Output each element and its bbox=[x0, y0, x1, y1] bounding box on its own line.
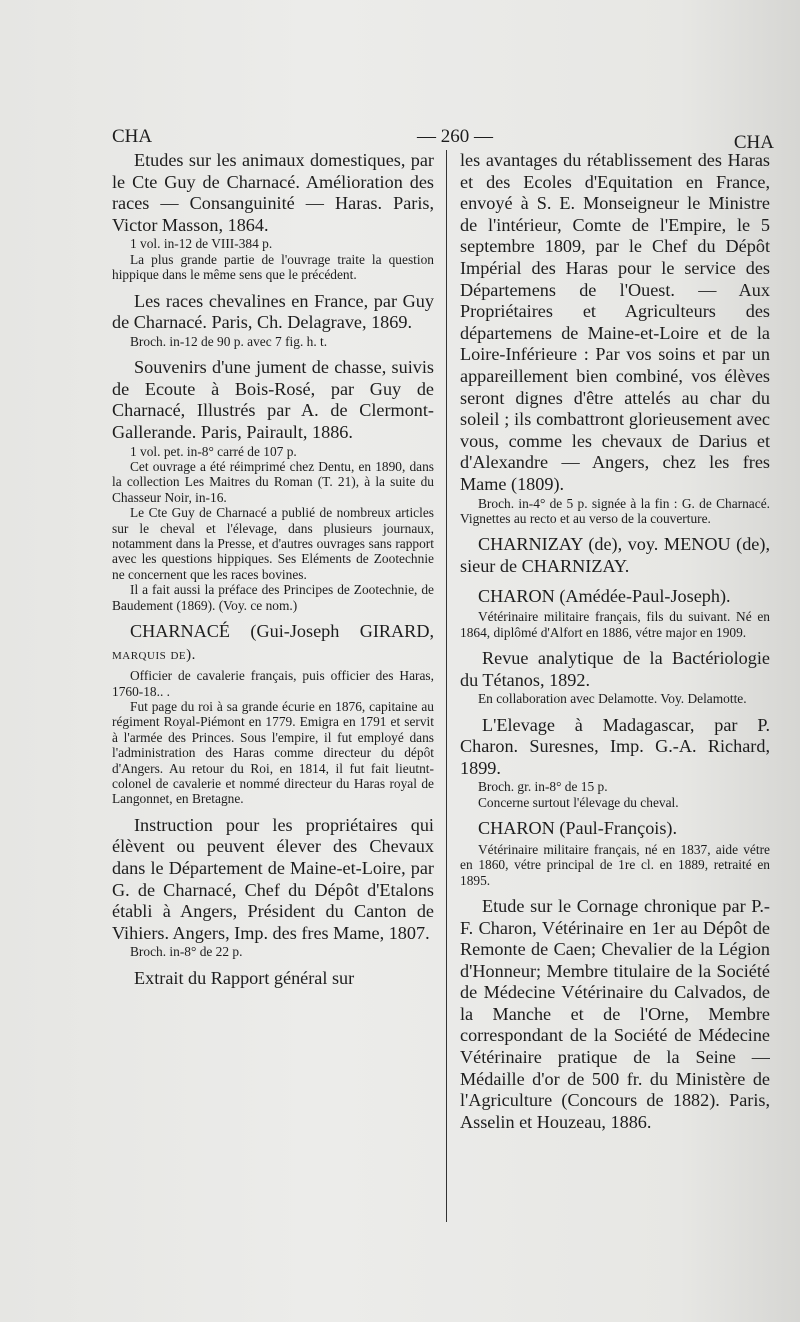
author-name: CHARNACÉ (Gui-Joseph GIRARD, bbox=[130, 621, 434, 642]
entry-note: 1 vol. pet. in-8° carré de 107 p. bbox=[130, 443, 297, 459]
entry-extrait-rapport bbox=[112, 968, 434, 990]
author-bio: Fut page du roi à sa grande écurie en 1876, capitaine au régiment Royal-Piémont en 1779. Emigra en 1791 et servit à l'armée des Princes. Sous l'empire, il fut employé dans l'administration des Haras comme directeur du dépôt d'Angers. Au retour du Roi, en 1814, il fut fait lieutnt-colonel de cavalerie et nommé directeur du Haras royal de Langonnet, en Bretagne. bbox=[112, 699, 434, 807]
author-title: marquis de). bbox=[112, 646, 196, 663]
author-charon-amedee bbox=[460, 586, 770, 640]
entry-note: Concerne surtout l'élevage du cheval. bbox=[478, 794, 679, 810]
author-charnace-marquis bbox=[112, 621, 434, 807]
entry-races-chevalines bbox=[112, 291, 434, 350]
author-bio: Officier de cavalerie français, puis officier des Haras, 1760-18.. . bbox=[112, 668, 434, 699]
header-left-keyword: CHA bbox=[112, 126, 153, 147]
entry-extrait-rapport-cont bbox=[460, 150, 770, 526]
author-heading: CHARNIZAY (de), voy. MENOU (de), sieur de CHARNIZAY. bbox=[460, 534, 770, 576]
author-heading bbox=[112, 621, 434, 666]
entry-note: La plus grande partie de l'ouvrage traite la question hippique dans le même sens que le précédent. bbox=[112, 251, 434, 283]
entry-note: Le Cte Guy de Charnacé a publié de nombreux articles sur le cheval et l'élevage, dans plusieurs journaux, notamment dans la Presse, et d'autres ouvrages sans rapport avec les questions hippiques. Ses Eléments de Zootechnie ne concernent que les races bovines. bbox=[112, 505, 434, 582]
entry-title: Revue analytique de la Bactériologie du Tétanos, 1892. bbox=[460, 647, 770, 690]
entry-title: Souvenirs d'une jument de chasse, suivis de Ecoute à Bois-Rosé, par Guy de Charnacé, Illustrés par A. de Clermont-Gallerande. Paris, Pairault, 1886. bbox=[112, 357, 434, 442]
entry-title: Etude sur le Cornage chronique par P.-F. Charon, Vétérinaire en 1er au Dépôt de Remonte de Caen; Chevalier de la Légion d'Honneur; Membre titulaire de la Société de Médecine Vétérinaire du Calvados, de la Manche et de l'Orne, Membre correspondant de la Société de Médecine Vétérinaire pratique de la Seine — Médaille d'or de 500 fr. du Ministère de l'Agriculture (Concours de 1882). Paris, Asselin et Houzeau, 1886. bbox=[460, 895, 770, 1132]
entry-note: Broch. in-8° de 22 p. bbox=[130, 944, 243, 960]
entry-etudes-animaux bbox=[112, 150, 434, 283]
column-divider bbox=[446, 150, 447, 1222]
author-heading: CHARON (Paul-François). bbox=[478, 818, 678, 839]
left-column bbox=[112, 150, 434, 1226]
entry-title: Les races chevalines en France, par Guy de Charnacé. Paris, Ch. Delagrave, 1869. bbox=[112, 290, 434, 333]
entry-revue-bacteriologie bbox=[460, 648, 770, 707]
author-heading: CHARON (Amédée-Paul-Joseph). bbox=[478, 585, 731, 606]
entry-title: Instruction pour les propriétaires qui élèvent ou peuvent élever des Chevaux dans le Département de Maine-et-Loire, par G. de Charnacé, Chef du Dépôt d'Etalons établi à Angers, Président du Canton de Vihiers. Angers, Imp. des fres Mame, 1807. bbox=[112, 814, 434, 943]
right-column bbox=[460, 150, 770, 1226]
entry-note: 1 vol. in-12 de VIII-384 p. bbox=[130, 236, 273, 252]
entry-note: En collaboration avec Delamotte. Voy. Delamotte. bbox=[478, 691, 747, 707]
entry-note: Broch. in-4° de 5 p. signée à la fin : G. de Charnacé. Vignettes au recto et au verso de la couverture. bbox=[460, 495, 770, 526]
entry-note: Cet ouvrage a été réimprimé chez Dentu, en 1890, dans la collection Les Maitres du Roman (T. 21), à la suite du Chasseur Noir, in-16. bbox=[112, 458, 434, 505]
entry-title-continued: les avantages du rétablissement des Haras et des Ecoles d'Equitation en France, envoyé à S. E. Monseigneur le Ministre de l'intérieur, Comte de l'Empire, le 5 septembre 1809, par le Chef du Dépôt Impérial des Haras pour le service des Départemens de l'Ouest. — Aux Propriétaires et Agriculteurs des départemens de Maine-et-Loire et de la Loire-Inférieure : Par vos soins et par un appareillement bien combiné, vos élèves seront dignes d'être attelés au char du soleil ; ils combattront glorieusement avec vous, comme les chevaux de Darius et d'Alexandre — Angers, chez les fres Mame (1809). bbox=[460, 150, 770, 494]
entry-note: Broch. gr. in-8° de 15 p. bbox=[478, 779, 608, 795]
author-bio: Vétérinaire militaire français, fils du suivant. Né en 1864, diplômé d'Alfort en 1886, vétre major en 1909. bbox=[460, 609, 770, 640]
header-right-keyword: CHA bbox=[733, 132, 774, 153]
entry-instruction-proprietaires bbox=[112, 815, 434, 960]
author-bio: Vétérinaire militaire français, né en 1837, aide vétre en 1860, vétre principal de 1re cl. en 1889, retraité en 1895. bbox=[460, 841, 770, 888]
entry-elevage-madagascar bbox=[460, 715, 770, 811]
entry-title: Extrait du Rapport général sur bbox=[134, 967, 355, 988]
entry-note: Broch. in-12 de 90 p. avec 7 fig. h. t. bbox=[130, 333, 328, 349]
author-charnizay bbox=[460, 534, 770, 577]
entry-souvenirs-jument bbox=[112, 357, 434, 613]
entry-note: Il a fait aussi la préface des Principes de Zootechnie, de Baudement (1869). (Voy. ce nom.) bbox=[112, 582, 434, 613]
entry-cornage-chronique bbox=[460, 896, 770, 1134]
entry-title: Etudes sur les animaux domestiques, par le Cte Guy de Charnacé. Amélioration des races — Consanguinité — Haras. Paris, Victor Masson, 1864. bbox=[112, 150, 434, 235]
entry-title: L'Elevage à Madagascar, par P. Charon. Suresnes, Imp. G.-A. Richard, 1899. bbox=[460, 714, 770, 778]
author-charon-paul bbox=[460, 818, 770, 888]
page-number: — 260 — bbox=[417, 126, 493, 147]
